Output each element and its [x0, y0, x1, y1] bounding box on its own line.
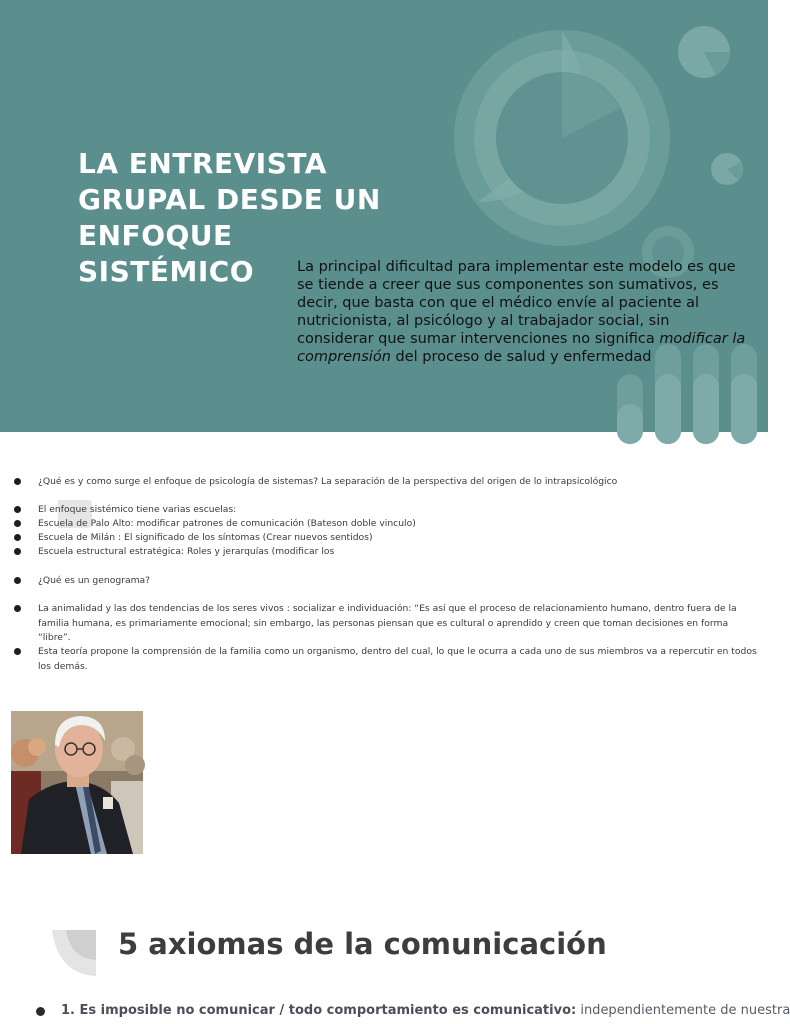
bullet-icon	[14, 648, 21, 655]
title-slide	[0, 0, 768, 432]
list-item-text: Esta teoría propone la comprensión de la familia como un organismo, dentro del cual, lo que le ocurra a cada uno de sus miembros va a repercutir en todos los demás.	[38, 646, 757, 672]
bullet-icon	[14, 520, 21, 527]
list-item-text: El enfoque sistémico tiene varias escuelas:	[38, 504, 237, 515]
list-item-text: Escuela estructural estratégica: Roles y jerarquías (modificar los	[38, 546, 335, 557]
bullet-icon	[14, 478, 21, 485]
title-line: SISTÉMICO	[78, 255, 255, 288]
portrait-photo-elderly-man-icon	[11, 711, 143, 854]
list-item-text: ¿Qué es y como surge el enfoque de psicología de sistemas? La separación de la perspectiva del origen de lo intrapsicológico	[38, 476, 618, 487]
bullet-icon	[36, 1007, 45, 1016]
list-item-text: Escuela de Milán : El significado de los síntomas (Crear nuevos sentidos)	[38, 532, 373, 543]
title-line: GRUPAL DESDE UN	[78, 183, 381, 216]
title-line: LA ENTREVISTA	[78, 147, 327, 180]
content-slide	[0, 432, 768, 872]
intro-paragraph	[297, 258, 749, 366]
bullet-icon	[14, 534, 21, 541]
bullet-icon	[14, 548, 21, 555]
section-title: 5 axiomas de la comunicación	[118, 927, 607, 961]
axiom-text: independientemente de nuestra	[576, 1003, 790, 1018]
portrait-photo	[11, 711, 143, 854]
bullet-icon	[14, 577, 21, 584]
intro-text-end: del proceso de salud y enfermedad	[390, 349, 652, 365]
intro-emphasis: modificar la comprensión	[297, 331, 746, 365]
axioms-slide	[0, 872, 790, 1024]
title-line: ENFOQUE	[78, 219, 233, 252]
list-item-text: ¿Qué es un genograma?	[38, 575, 151, 586]
list-item-text: Escuela de Palo Alto: modificar patrones de comunicación (Bateson doble vinculo)	[38, 518, 416, 529]
list-item-text: La animalidad y las dos tendencias de los seres vivos : socializar e individuación: “Es así que el proceso de relacionamiento humano, dentro fuera de la familia humana, es primariamente emocional; sin embargo, las personas piensan que es cultural o aprendido y creen que toman decisiones en forma “libre”.	[38, 603, 737, 643]
axiom-label: 1. Es imposible no comunicar / todo comportamiento es comunicativo:	[61, 1003, 577, 1018]
bullet-icon	[14, 605, 21, 612]
quarter-circle-icon	[52, 930, 96, 976]
bullet-icon	[14, 506, 21, 513]
intro-text: La principal dificultad para implementar este modelo es que se tiende a creer que sus componentes son sumativos, es decir, que basta con que el médico envíe al paciente al nutricionista, al psicólogo y al trabajador social, sin considerar que sumar intervenciones no significa	[297, 259, 736, 347]
